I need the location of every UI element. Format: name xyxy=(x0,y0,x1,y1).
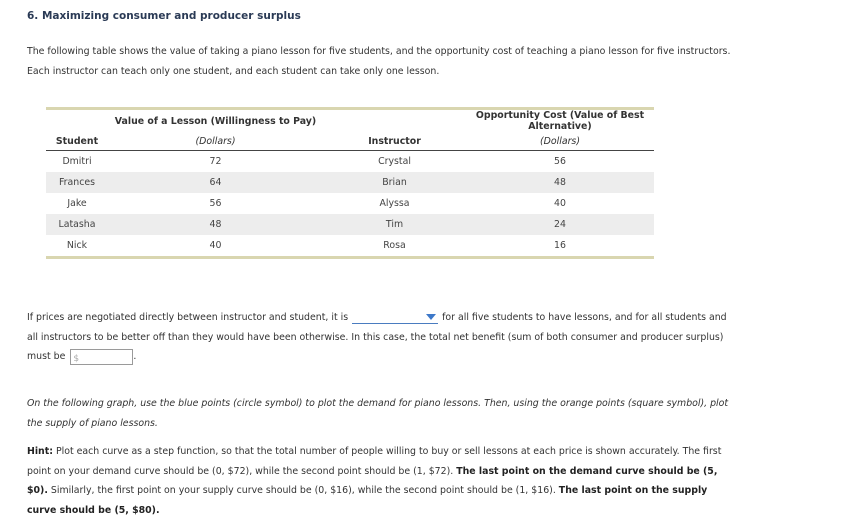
graph-instructions xyxy=(27,394,827,433)
cost-unit-header: (Dollars) xyxy=(466,132,654,151)
graph-instructions-line-2: the supply of piano lessons. xyxy=(27,417,158,429)
student-cell: Dmitri xyxy=(62,156,92,167)
intro-line-2: Each instructor can teach only one student, and each student can take only one lesson. xyxy=(27,66,440,77)
cost-cell: 40 xyxy=(554,198,566,209)
question-paragraph xyxy=(27,308,827,367)
table-header-row-1 xyxy=(46,110,654,132)
question-line-3-end: . xyxy=(133,351,137,362)
intro-line-1: The following table shows the value of taking a piano lesson for five students, and the opportunity cost of teaching a piano lesson for five instructors. xyxy=(27,46,731,57)
hint-text-3a: $0). xyxy=(27,485,48,496)
hint-text-1: Plot each curve as a step function, so that the total number of people willing to buy or sell lessons at each price is shown accurately. The first xyxy=(55,446,722,457)
caret-down-icon xyxy=(426,314,436,320)
hint-label: Hint: xyxy=(27,446,53,457)
value-cell: 48 xyxy=(108,214,323,235)
table-header-row-2 xyxy=(46,132,654,151)
cost-cell: 24 xyxy=(466,214,654,235)
hint-text-4: curve should be (5, $80). xyxy=(27,504,160,516)
cost-cell: 56 xyxy=(554,156,566,167)
value-cell: 64 xyxy=(108,172,323,193)
intro-paragraph xyxy=(27,42,827,82)
cost-cell: 48 xyxy=(466,172,654,193)
cost-header: Opportunity Cost (Value of Best Alternative) xyxy=(475,110,645,132)
cost-cell: 16 xyxy=(554,240,566,251)
student-cell: Latasha xyxy=(46,214,108,235)
value-unit-header: (Dollars) xyxy=(108,132,323,151)
graph-instructions-line-1: On the following graph, use the blue points (circle symbol) to plot the demand for piano lessons. Then, using the orange points (square symbol), plot xyxy=(27,398,729,409)
instructor-cell: Rosa xyxy=(383,240,406,251)
instructor-header: Instructor xyxy=(323,132,466,151)
hint-text-3b: Similarly, the first point on your supply curve should be (0, $16), while the second point should be (1, $16). xyxy=(50,485,556,496)
question-line-2: all instructors to be better off than they would have been otherwise. In this case, the total net benefit (sum of both consumer and producer surplus) xyxy=(27,331,724,343)
total-surplus-input[interactable] xyxy=(70,349,133,365)
table-row xyxy=(46,151,654,173)
table-row xyxy=(46,214,654,235)
instructor-cell: Crystal xyxy=(378,156,411,167)
hint-text-2a: point on your demand curve should be (0, $72), while the second point should be (1, $72). xyxy=(27,465,454,477)
table-row xyxy=(46,172,654,193)
student-cell: Nick xyxy=(66,240,88,251)
instructor-cell: Brian xyxy=(323,172,466,193)
value-header: Value of a Lesson (Willingness to Pay) xyxy=(114,115,317,127)
hint-text-2b: The last point on the demand curve should be (5, xyxy=(456,465,718,477)
instructor-cell: Alyssa xyxy=(379,198,410,209)
hint-text-3c: The last point on the supply xyxy=(558,485,708,496)
instructor-cell: Tim xyxy=(323,214,466,235)
lesson-table xyxy=(46,107,654,259)
table-row xyxy=(46,193,654,214)
value-cell: 72 xyxy=(209,156,222,167)
student-cell: Frances xyxy=(46,172,108,193)
value-cell: 40 xyxy=(209,240,222,251)
question-line-3: must be xyxy=(27,351,66,362)
value-cell: 56 xyxy=(209,198,222,209)
hint-paragraph xyxy=(27,442,827,520)
section-title: 6. Maximizing consumer and producer surplus xyxy=(27,10,301,22)
question-text-start: If prices are negotiated directly between instructor and student, it is xyxy=(27,312,349,323)
table-row xyxy=(46,235,654,256)
student-cell: Jake xyxy=(67,198,87,209)
dollar-sign: $ xyxy=(73,353,80,364)
student-header: Student xyxy=(46,132,108,151)
efficiency-dropdown[interactable] xyxy=(352,312,438,324)
question-text-end: for all five students to have lessons, and for all students and xyxy=(442,312,727,323)
